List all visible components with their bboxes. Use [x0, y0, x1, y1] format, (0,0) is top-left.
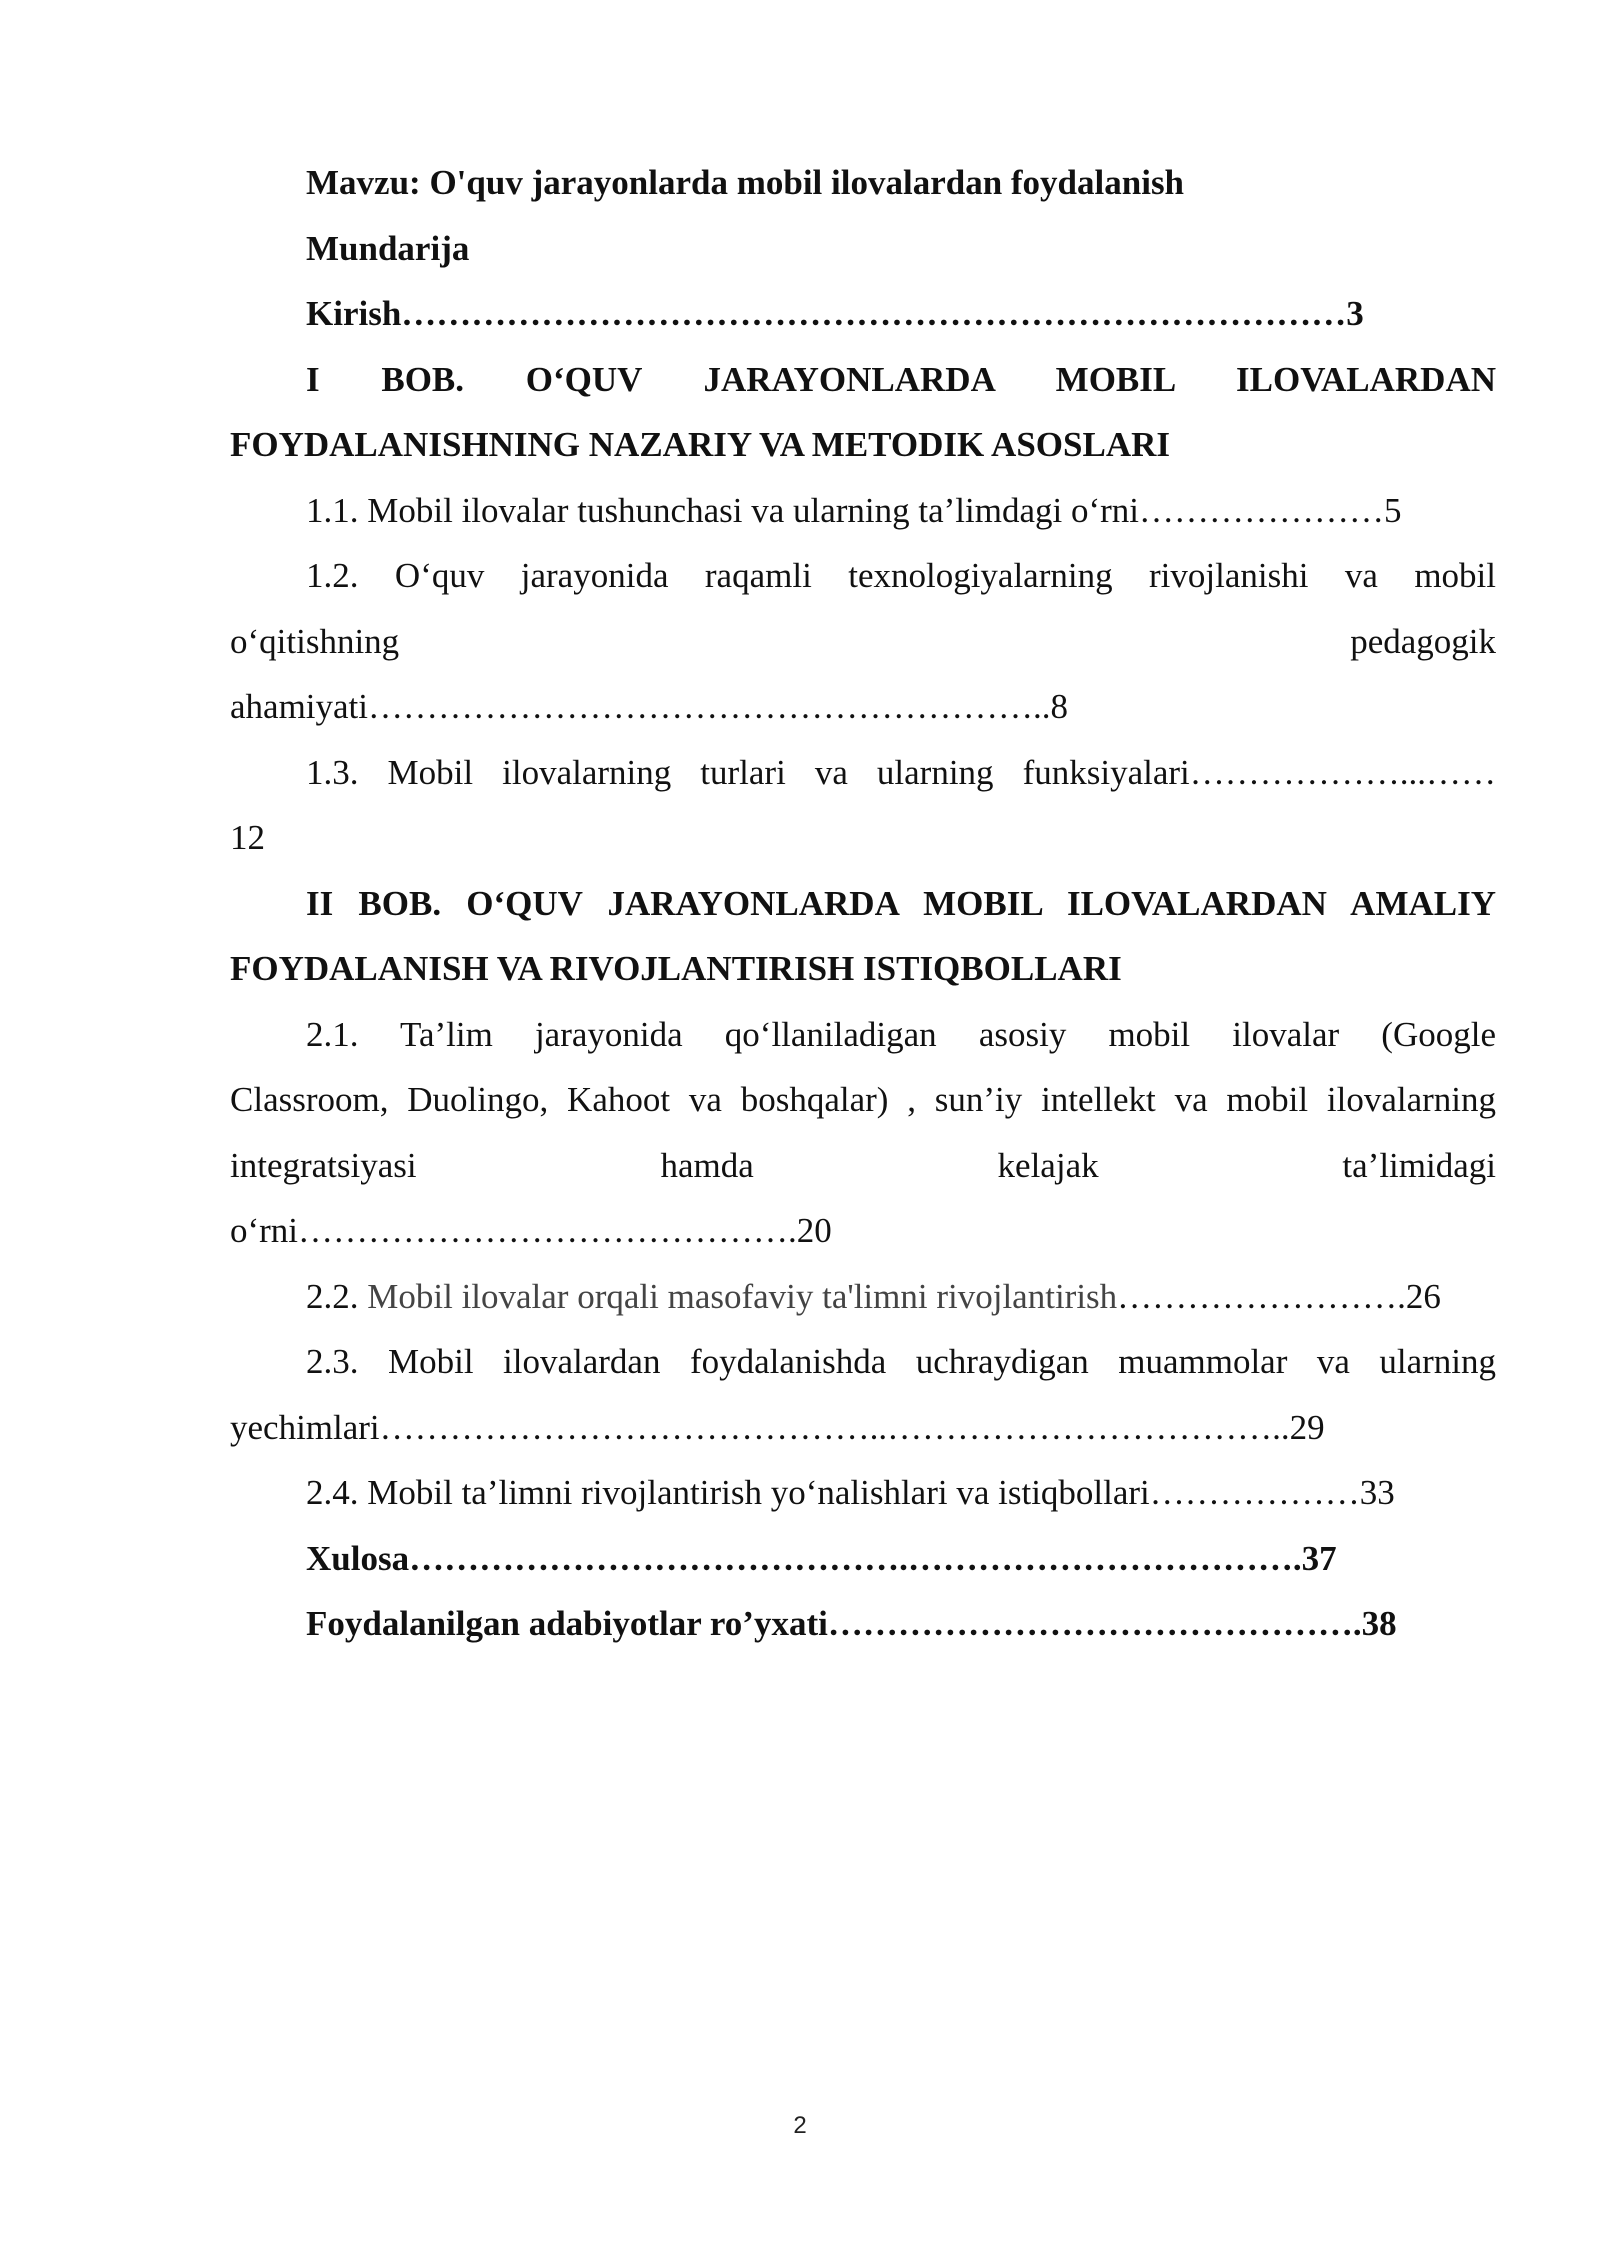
toc-entry-2-2-dots: …………………….26	[1117, 1276, 1441, 1316]
toc-entry-2-2-text: Mobil ilovalar orqali masofaviy ta'limni rivojlantirish	[358, 1276, 1118, 1316]
toc-entry-2-1: 2.1. Ta’lim jarayonida qo‘llaniladigan asosiy mobil ilovalar (Google	[306, 1014, 1496, 1054]
page-number: 2	[793, 2112, 807, 2139]
toc-entry-references: Foydalanilgan adabiyotlar ro’yxati……………………………………….38	[306, 1604, 1397, 1643]
toc-entry-2-1-continued-2: integratsiyasi hamda kelajak ta’limidagi	[230, 1145, 1496, 1185]
toc-entry-2-3-page: yechimlari……………………………………..……………………………..29	[230, 1407, 1325, 1447]
toc-entry-conclusion: Xulosa…………………………………….…………………………….37	[306, 1538, 1337, 1578]
toc-entry-2-4: 2.4. Mobil ta’limni rivojlantirish yo‘nalishlari va istiqbollari………………33	[306, 1473, 1395, 1512]
toc-entry-intro: Kirish………………………………………………………………………3	[306, 294, 1364, 333]
toc-chapter-1-title: I BOB. O‘QUV JARAYONLARDA MOBIL ILOVALARDAN	[306, 359, 1496, 399]
toc-chapter-1-title-continued: FOYDALANISHNING NAZARIY VA METODIK ASOSLARI	[230, 425, 1171, 464]
toc-chapter-2-title: II BOB. O‘QUV JARAYONLARDA MOBIL ILOVALARDAN AMALIY	[306, 883, 1496, 923]
toc-entry-1-2-continued: o‘qitishning pedagogik	[230, 621, 1496, 661]
toc-entry-2-3: 2.3. Mobil ilovalardan foydalanishda uchraydigan muammolar va ularning	[306, 1342, 1496, 1381]
toc-entry-1-1: 1.1. Mobil ilovalar tushunchasi va ularning ta’limdagi o‘rni…………………5	[306, 490, 1402, 530]
document-page	[230, 150, 1496, 1657]
toc-entry-1-2: 1.2. O‘quv jarayonida raqamli texnologiyalarning rivojlanishi va mobil	[306, 556, 1496, 595]
toc-chapter-2-title-continued: FOYDALANISH VA RIVOJLANTIRISH ISTIQBOLLARI	[230, 949, 1122, 988]
toc-heading: Mundarija	[306, 228, 470, 268]
toc-entry-2-2-number: 2.2.	[306, 1276, 359, 1316]
toc-entry-2-2	[230, 1264, 1496, 1330]
toc-entry-1-3-page: 12	[230, 818, 265, 857]
toc-entry-1-3: 1.3. Mobil ilovalarning turlari va ularning funksiyalari………………...……	[306, 752, 1496, 792]
toc-entry-1-2-page: ahamiyati…………………………………………………..8	[230, 687, 1069, 726]
document-title: Mavzu: O'quv jarayonlarda mobil ilovalardan foydalanish	[306, 163, 1185, 202]
toc-entry-2-1-continued: Classroom, Duolingo, Kahoot va boshqalar) , sun’iy intellekt va mobil ilovalarning	[230, 1080, 1496, 1119]
toc-entry-2-1-page: o‘rni…………………………………….20	[230, 1211, 832, 1250]
